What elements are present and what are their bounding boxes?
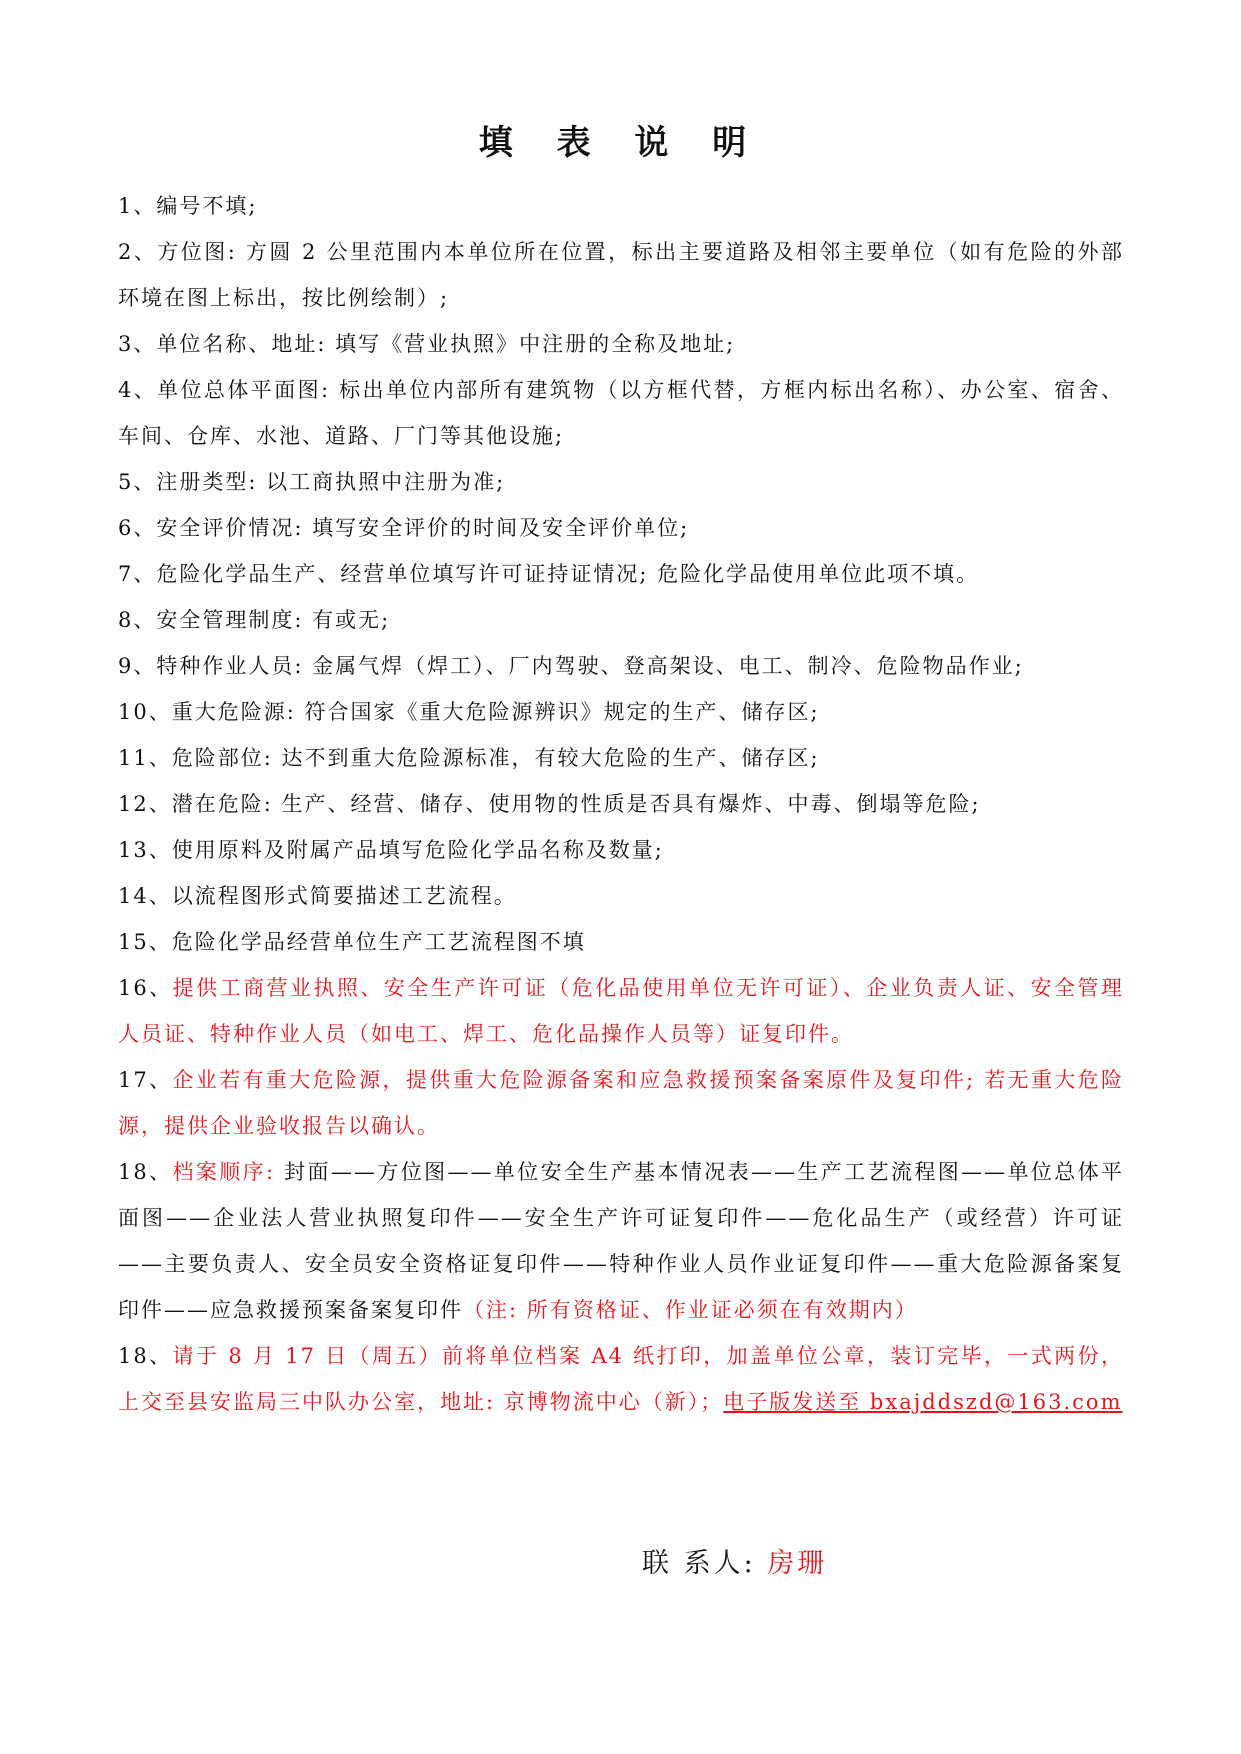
list-item-12: 12、潜在危险: 生产、经营、储存、使用物的性质是否具有爆炸、中毒、倒塌等危险; [118,792,981,816]
list-item-17 [118,1057,1124,1149]
email-link[interactable]: 电子版发送至 bxajddszd@163.com [723,1390,1123,1414]
list-item-8: 8、安全管理制度: 有或无; [118,608,391,632]
contact-label: 联 系人: [642,1548,768,1579]
contact-line [642,1542,827,1586]
list-item-1: 1、编号不填; [118,194,258,218]
list-item-7: 7、危险化学品生产、经营单位填写许可证持证情况; 危险化学品使用单位此项不填。 [118,562,980,586]
list-item-16 [118,965,1124,1057]
list-item-11: 11、危险部位: 达不到重大危险源标准，有较大危险的生产、储存区; [118,746,820,770]
list-item-4: 4、单位总体平面图: 标出单位内部所有建筑物（以方框代替，方框内标出名称）、办公室、宿舍、车间、仓库、水池、道路、厂门等其他设施; [118,378,1124,448]
list-item-18 [118,1149,1124,1333]
list-item-2: 2、方位图: 方圆 2 公里范围内本单位所在位置，标出主要道路及相邻主要单位（如有危险的外部环境在图上标出，按比例绘制）; [118,240,1124,310]
list-item-17-number: 17、 [118,1068,173,1092]
list-item-17-text: 企业若有重大危险源，提供重大危险源备案和应急救援预案备案原件及复印件; 若无重大危险源，提供企业验收报告以确认。 [118,1068,1124,1138]
instructions-list [118,183,1124,1425]
list-item-16-text: 提供工商营业执照、安全生产许可证（危化品使用单位无许可证）、企业负责人证、安全管理人员证、特种作业人员（如电工、焊工、危化品操作人员等）证复印件。 [118,976,1124,1046]
list-item-18b [118,1333,1124,1425]
list-item-6: 6、安全评价情况: 填写安全评价的时间及安全评价单位; [118,516,690,540]
list-item-18-text: 封面——方位图——单位安全生产基本情况表——生产工艺流程图——单位总体平面图——企业法人营业执照复印件——安全生产许可证复印件——危化品生产（或经营）许可证——主要负责人、安全员安全资格证复印件——特种作业人员作业证复印件——重大危险源备案复印件——应急救援预案备案复印件 [118,1160,1124,1322]
list-item-10: 10、重大危险源: 符合国家《重大危险源辨识》规定的生产、储存区; [118,700,820,724]
list-item-18b-text: 请于 8 月 17 日（周五）前将单位档案 A4 纸打印，加盖单位公章，装订完毕，一式两份，上交至县安监局三中队办公室，地址: 京博物流中心（新）； [118,1344,1124,1414]
list-item-3: 3、单位名称、地址: 填写《营业执照》中注册的全称及地址; [118,332,736,356]
list-item-13: 13、使用原料及附属产品填写危险化学品名称及数量; [118,838,664,862]
list-item-5: 5、注册类型: 以工商执照中注册为准; [118,470,506,494]
list-item-18-number: 18、 [118,1160,173,1184]
list-item-18-note: （注: 所有资格证、作业证必须在有效期内） [463,1298,918,1322]
list-item-16-number: 16、 [118,976,173,1000]
contact-name: 房珊 [767,1548,828,1579]
list-item-15: 15、危险化学品经营单位生产工艺流程图不填 [118,930,586,954]
list-item-18-label: 档案顺序: [172,1160,285,1184]
list-item-18b-number: 18、 [118,1344,173,1368]
list-item-14: 14、以流程图形式简要描述工艺流程。 [118,884,517,908]
list-item-9: 9、特种作业人员: 金属气焊（焊工）、厂内驾驶、登高架设、电工、制冷、危险物品作业; [118,654,1024,678]
page-title: 填 表 说 明 [478,123,763,163]
